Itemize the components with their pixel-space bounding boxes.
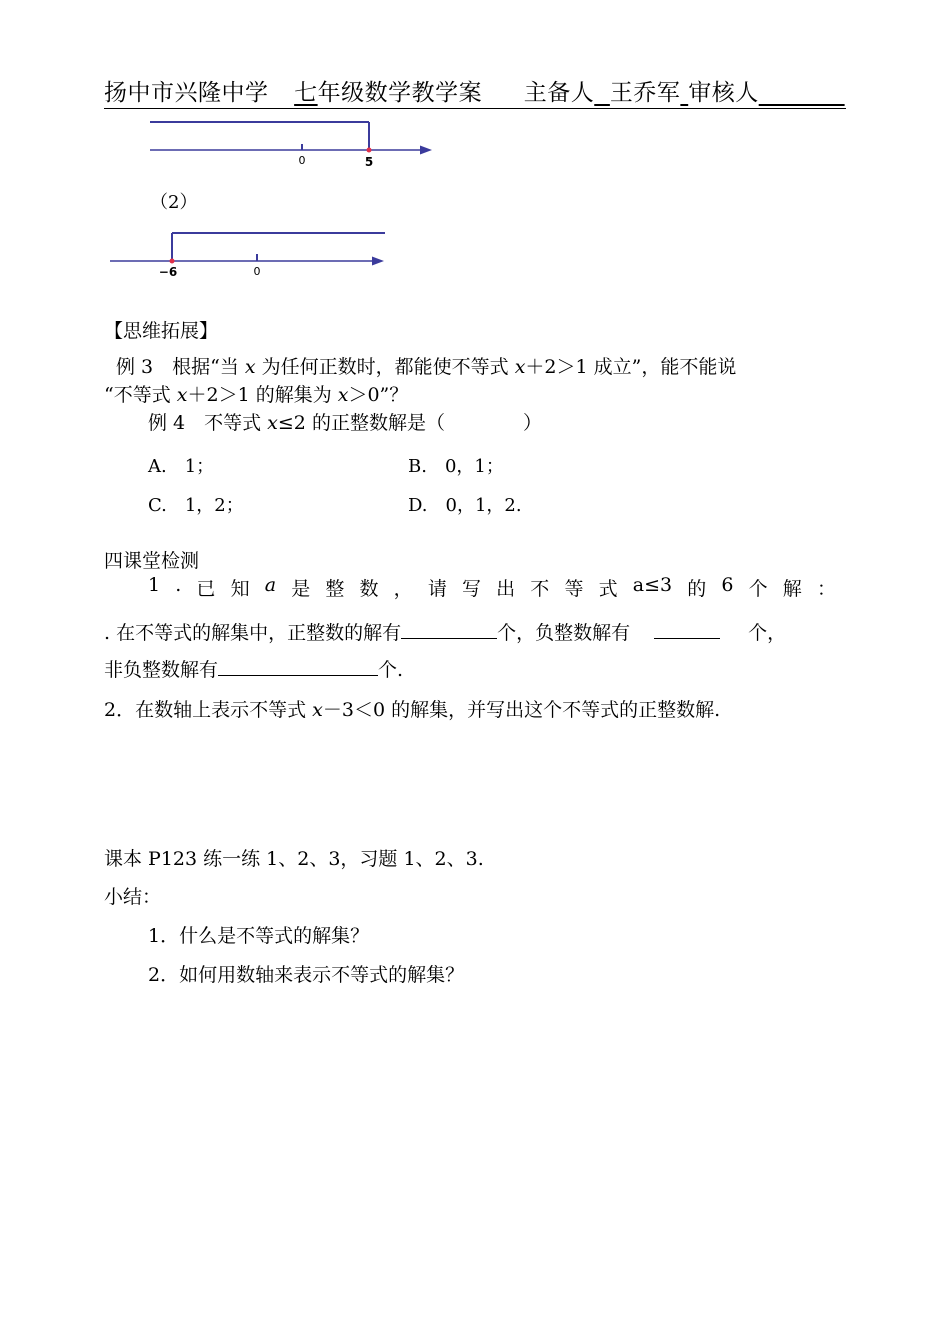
endpoint-dot-5 — [367, 148, 372, 153]
number-line-2 — [100, 224, 400, 284]
reviewer-blank — [759, 80, 845, 106]
axis-2-arrow-icon — [372, 257, 384, 266]
school-name: 扬中市兴隆中学 — [104, 80, 269, 106]
tick-label-0: 0 — [253, 265, 261, 278]
tick-label-neg6: −6 — [158, 265, 178, 279]
grade-title: 年级数学教学案 — [317, 80, 483, 106]
homework: 课本 P123 练一练 1、2、3，习题 1、2、3. — [104, 848, 484, 870]
page-header — [104, 74, 846, 109]
question-1-line-2: . 在不等式的解集中，正整数的解有 个，负整数解有 个， — [104, 622, 787, 644]
option-d: D. 0，1，2. — [408, 495, 522, 516]
question-1-line-3: 非负整数解有 个. — [104, 659, 404, 681]
option-a: A. 1； — [148, 456, 215, 477]
example-3-line-1: 例 3 根据“当 x 为任何正数时，都能使不等式 x＋2＞1 成立”，能不能说 — [116, 356, 737, 378]
number-line-2-caption: （2） — [150, 192, 198, 213]
option-b: B. 0，1； — [408, 456, 504, 477]
thinking-heading: 【思维拓展】 — [104, 320, 219, 342]
question-1-line-1: 1 . 已 知 a 是 整 数 ， 请 写 出 不 等 式 a≤3 的 6 个 解 ： — [148, 574, 836, 600]
example-3-line-2: “不等式 x＋2＞1 的解集为 x＞0”？ — [104, 384, 409, 406]
summary-heading: 小结： — [104, 886, 162, 908]
preparer-label: 主备人 — [523, 80, 595, 106]
tick-label-5: 5 — [364, 155, 374, 169]
example-4: 例 4 不等式 x≤2 的正整数解是（ ） — [148, 412, 542, 434]
reviewer-label: 审核人 — [688, 80, 759, 106]
classcheck-heading: 四课堂检测 — [104, 550, 200, 572]
question-2: 2．在数轴上表示不等式 x－3＜0 的解集，并写出这个不等式的正整数解. — [104, 699, 721, 721]
endpoint-dot-neg6 — [170, 259, 175, 264]
answer-blank-negative[interactable] — [654, 620, 720, 639]
summary-item-2: 2．如何用数轴来表示不等式的解集？ — [148, 964, 465, 986]
option-c: C. 1，2； — [148, 495, 244, 516]
summary-item-1: 1．什么是不等式的解集？ — [148, 925, 370, 947]
number-line-1 — [140, 114, 450, 174]
answer-blank-positive[interactable] — [401, 620, 497, 639]
tick-label-0: 0 — [298, 154, 306, 167]
axis-1-arrow-icon — [420, 146, 432, 155]
answer-blank-nonnegative[interactable] — [218, 657, 378, 676]
grade-prefix: 七 — [294, 80, 318, 106]
preparer-name: 王乔军 — [609, 80, 681, 106]
